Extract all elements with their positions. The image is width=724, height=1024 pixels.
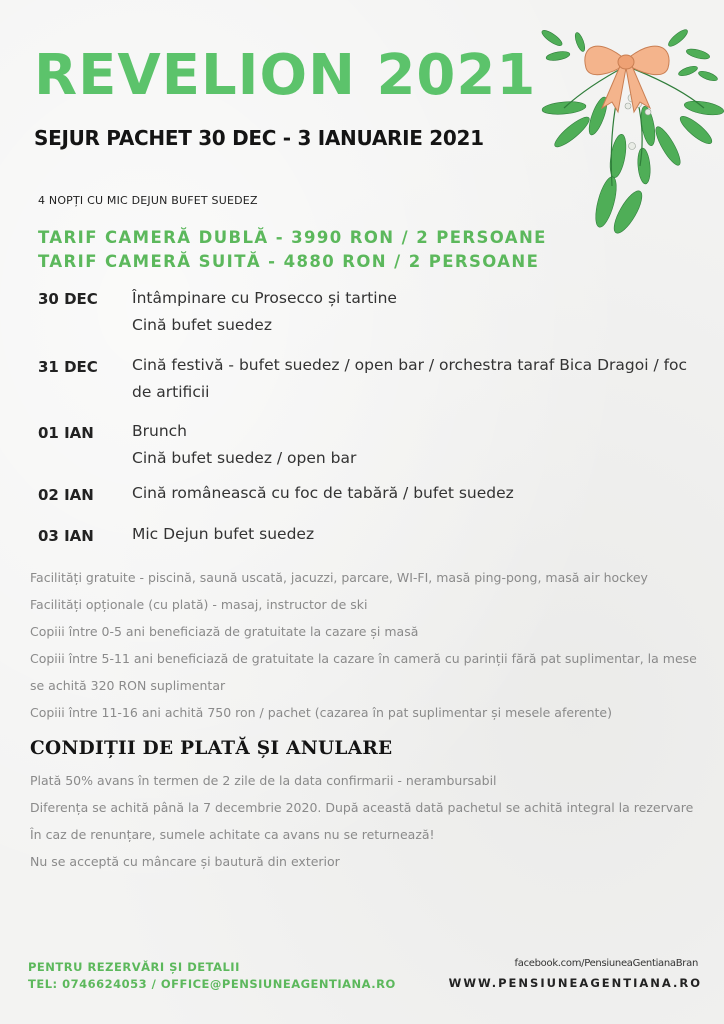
activity-line: Întâmpinare cu Prosecco și tartine xyxy=(132,289,397,307)
mistletoe-with-bow-icon xyxy=(528,16,724,240)
conditions-list xyxy=(30,767,710,875)
page-subtitle: SEJUR PACHET 30 DEC - 3 IANUARIE 2021 xyxy=(34,126,484,150)
day-activities xyxy=(132,352,702,406)
day-label: 30 DEC xyxy=(38,290,98,308)
activity-line: Mic Dejun bufet suedez xyxy=(132,525,315,543)
condition-item: Nu se acceptă cu mâncare și bautură din exterior xyxy=(30,854,340,869)
facilities-list xyxy=(30,564,710,726)
facility-item: Facilități gratuite - piscină, saună uscată, jacuzzi, parcare, WI-FI, masă ping-pong, masă air hockey xyxy=(30,570,648,585)
day-activities xyxy=(132,521,702,548)
day-activities xyxy=(132,285,702,339)
facility-item: Facilități opționale (cu plată) - masaj, instructor de ski xyxy=(30,597,368,612)
contact-info[interactable]: TEL: 0746624053 / OFFICE@PENSIUNEAGENTIANA.RO xyxy=(28,977,396,991)
facility-item: Copiii între 5-11 ani beneficiază de gratuitate la cazare în cameră cu parinții fără pat suplimentar, la mese se achită 320 RON suplimentar xyxy=(30,651,697,693)
tarif-suite: TARIF CAMERĂ SUITĂ - 4880 RON / 2 PERSOANE xyxy=(38,252,540,271)
activity-line: Cină festivă - bufet suedez / open bar / orchestra taraf Bica Dragoi / foc de artificii xyxy=(132,356,688,401)
facility-item: Copiii între 11-16 ani achită 750 ron / pachet (cazarea în pat suplimentar și mesele aferente) xyxy=(30,705,612,720)
page-title: REVELION 2021 xyxy=(34,43,537,108)
facility-item: Copiii între 0-5 ani beneficiază de gratuitate la cazare și masă xyxy=(30,624,419,639)
activity-line: Brunch xyxy=(132,422,187,440)
activity-line: Cină bufet suedez / open bar xyxy=(132,449,357,467)
day-label: 31 DEC xyxy=(38,358,98,376)
day-label: 03 IAN xyxy=(38,527,94,545)
conditions-title: CONDIȚII DE PLATĂ ȘI ANULARE xyxy=(30,738,393,759)
condition-item: Plată 50% avans în termen de 2 zile de la data confirmarii - nerambursabil xyxy=(30,773,497,788)
nights-note: 4 NOPȚI CU MIC DEJUN BUFET SUEDEZ xyxy=(38,194,258,207)
tarif-double-room: TARIF CAMERĂ DUBLĂ - 3990 RON / 2 PERSOANE xyxy=(38,228,547,247)
condition-item: În caz de renunțare, sumele achitate ca avans nu se returnează! xyxy=(30,827,435,842)
activity-line: Cină românească cu foc de tabără / bufet suedez xyxy=(132,484,514,502)
facebook-link[interactable]: facebook.com/PensiuneaGentianaBran xyxy=(514,958,698,969)
website-link[interactable]: WWW.PENSIUNEAGENTIANA.RO xyxy=(448,976,702,990)
condition-item: Diferența se achită până la 7 decembrie 2020. După această dată pachetul se achită integral la rezervare xyxy=(30,800,694,815)
day-label: 02 IAN xyxy=(38,486,94,504)
day-activities xyxy=(132,418,702,472)
day-label: 01 IAN xyxy=(38,424,94,442)
activity-line: Cină bufet suedez xyxy=(132,316,272,334)
day-activities xyxy=(132,480,702,507)
booking-label: PENTRU REZERVĂRI ȘI DETALII xyxy=(28,960,240,974)
